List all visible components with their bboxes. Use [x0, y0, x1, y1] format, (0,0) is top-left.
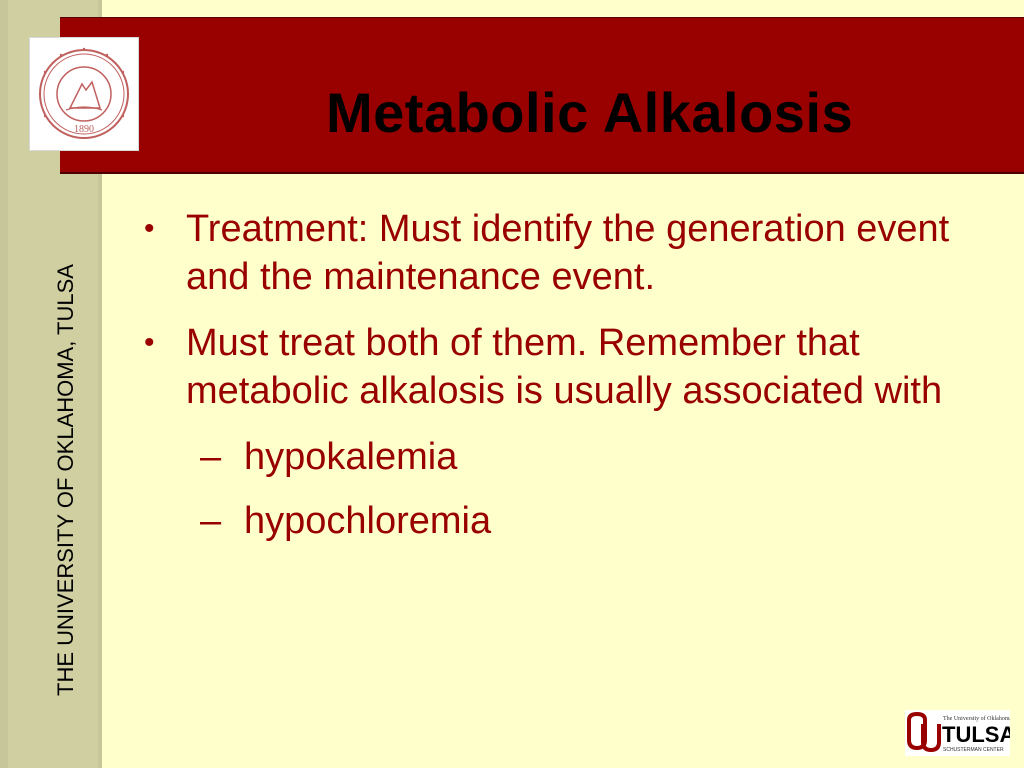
seal-year: 1890 — [74, 124, 94, 135]
logo-small-top: The University of Oklahoma — [943, 716, 1010, 722]
title-bar — [60, 17, 1024, 174]
slide-title: Metabolic Alkalosis — [326, 81, 854, 144]
sub-bullet-item — [140, 497, 1000, 545]
bullet-item — [140, 319, 1000, 415]
bullet-text: Treatment: Must identify the generation event and the maintenance event. — [186, 208, 950, 298]
sub-bullet-marker: – — [200, 500, 222, 542]
ou-tulsa-logo-icon — [905, 710, 1010, 756]
logo-brand: TULSA — [942, 722, 1010, 747]
ou-tulsa-logo — [905, 710, 1010, 756]
bullet-marker: • — [144, 326, 155, 359]
sub-bullet-text: hypokalemia — [244, 436, 458, 478]
seal-box — [29, 37, 139, 151]
university-seal-icon — [30, 38, 138, 150]
sub-bullet-text: hypochloremia — [244, 500, 492, 542]
bullet-marker: • — [144, 212, 155, 245]
sub-bullet-marker: – — [200, 436, 222, 478]
sidebar-vertical-text: THE UNIVERSITY OF OKLAHOMA, TULSA — [53, 264, 78, 696]
logo-small-bottom: SCHUSTERMAN CENTER — [943, 747, 1004, 753]
bullet-item — [140, 205, 1000, 301]
bullet-text: Must treat both of them. Remember that metabolic alkalosis is usually associated with — [186, 322, 943, 412]
sub-bullet-item — [140, 433, 1000, 481]
slide-content — [140, 205, 1000, 561]
